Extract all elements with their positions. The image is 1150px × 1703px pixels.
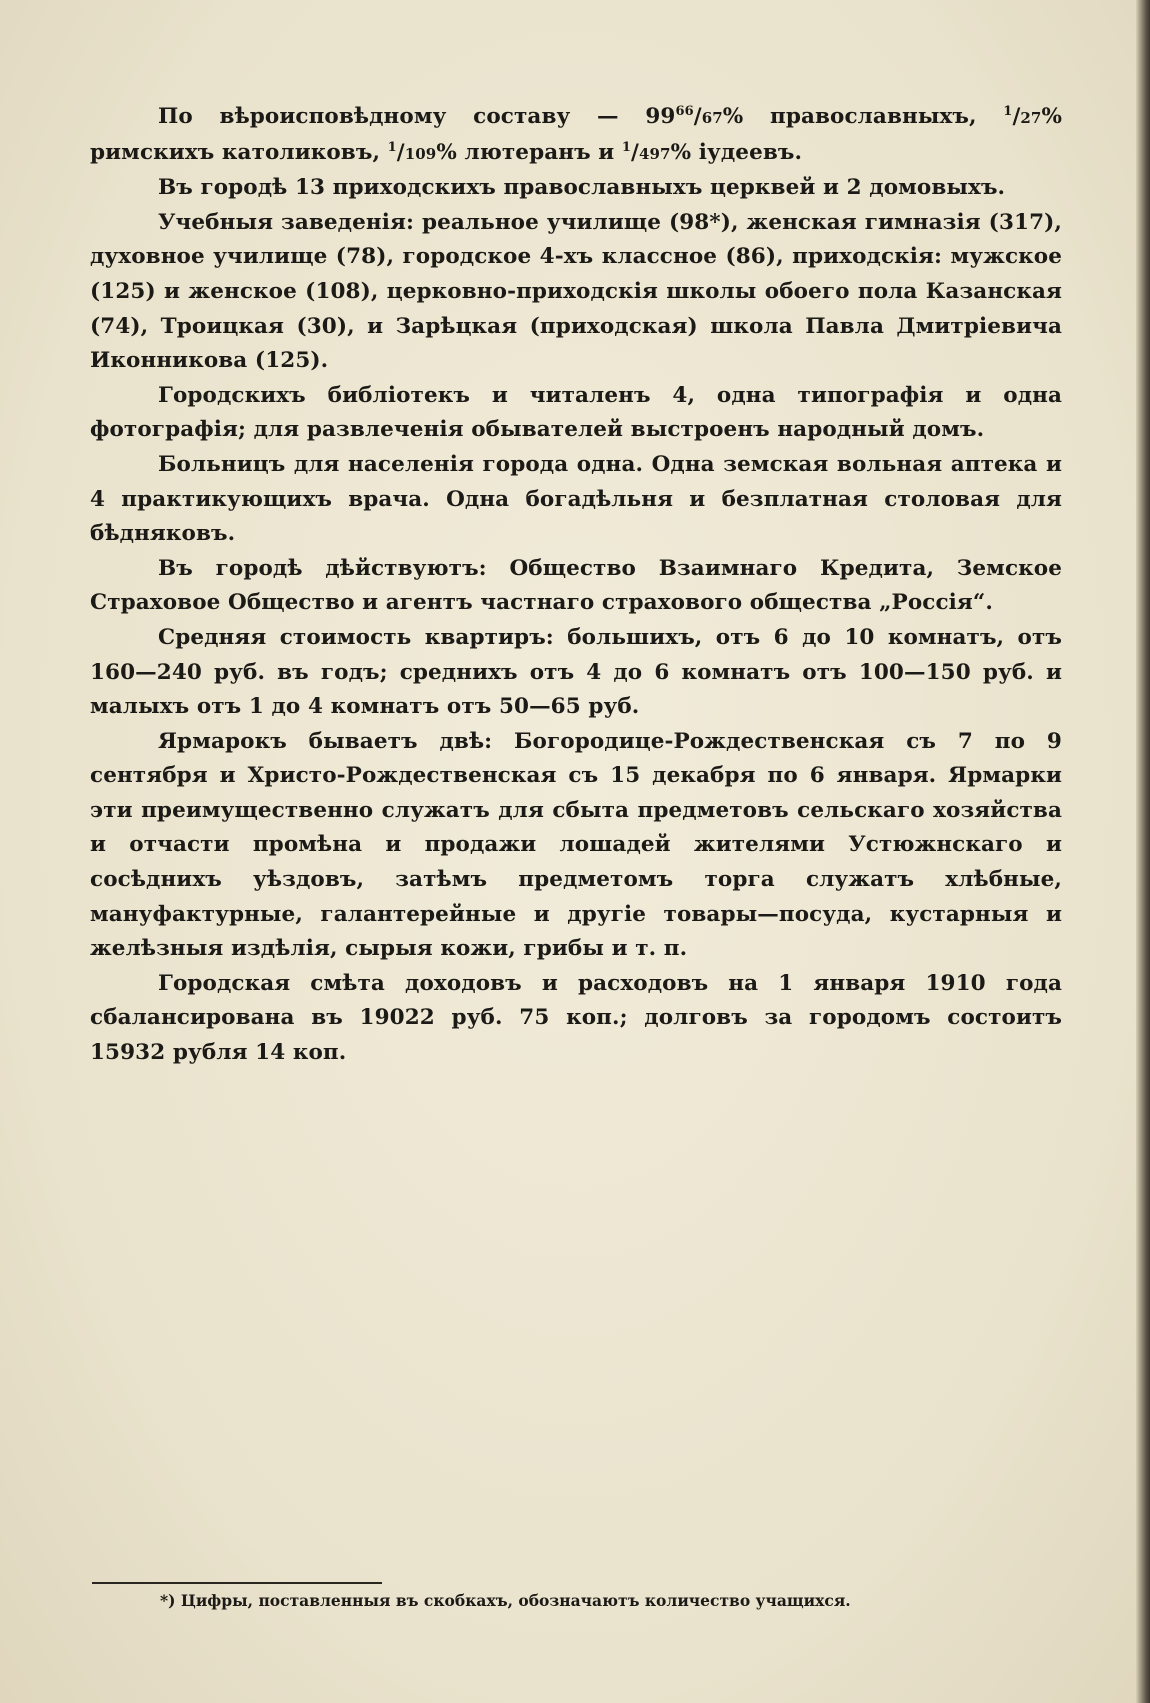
religion-run: % римскихъ католиковъ, <box>90 104 1062 165</box>
paragraph-budget: Городская смѣта доходовъ и расходовъ на 1 января 1910 года сбалансирована въ 19022 руб. 75 коп.; долговъ за городомъ состоитъ 15932 рубля 14 коп. <box>90 970 1062 1066</box>
religion-run: По вѣроисповѣдному составу — 99 <box>158 104 676 129</box>
religion-run: 1 <box>387 139 397 155</box>
paragraph-apartments: Средняя стоимость квартиръ: большихъ, отъ 6 до 10 комнатъ, отъ 160—240 руб. въ годъ; среднихъ отъ 4 до 6 комнатъ отъ 100—150 руб. и малыхъ отъ 1 до 4 комнатъ отъ 50—65 руб. <box>90 624 1062 720</box>
religion-run: / <box>1012 104 1021 129</box>
religion-run: 1 <box>1003 103 1013 119</box>
religion-run: 66 <box>675 103 694 119</box>
page-edge <box>1136 0 1150 1703</box>
religion-run: / <box>631 139 639 165</box>
paragraph-fairs: Ярмарокъ бываетъ двѣ: Богородице-Рождественская съ 7 по 9 сентября и Христо-Рождественская съ 15 декабря по 6 января. Ярмарки эти преимущественно служатъ для сбыта предметовъ сельскаго хозяйства и отчасти промѣна и продажи лошадей жителями Устюжнскаго и сосѣднихъ уѣздовъ, затѣмъ предметомъ торга служатъ хлѣбные, мануфактурные, галантерейные и другіе товары—посуда, кустарныя и желѣзныя издѣлія, сырыя кожи, грибы и т. п. <box>90 728 1062 962</box>
religion-run: 109 <box>404 144 437 163</box>
religion-run: 27 <box>1020 109 1042 127</box>
paragraph-libraries: Городскихъ библіотекъ и читаленъ 4, одна типографія и одна фотографія; для развлеченія обывателей выстроенъ народный домъ. <box>90 382 1062 443</box>
paragraph-churches: Въ городѣ 13 приходскихъ православныхъ церквей и 2 домовыхъ. <box>158 175 1006 201</box>
religion-run: % православныхъ, <box>722 104 1004 129</box>
paragraph-religion <box>90 100 1062 171</box>
footnote-rule <box>92 1582 382 1584</box>
religion-run: / <box>396 139 405 165</box>
paragraph-hospitals: Больницъ для населенія города одна. Одна земская вольная аптека и 4 практикующихъ врача. Одна богадѣльня и безплатная столовая для бѣдняковъ. <box>90 451 1062 547</box>
religion-run: % лютеранъ и <box>436 139 622 165</box>
religion-run: 497 <box>638 144 671 163</box>
footnote: *) Цифры, поставленныя въ скобкахъ, обозначаютъ количество учащихся. <box>160 1591 851 1610</box>
paragraph-societies: Въ городѣ дѣйствуютъ: Общество Взаимнаго Кредита, Земское Страховое Общество и агентъ частнаго страхового общества „Россія“. <box>90 555 1062 616</box>
religion-run: 67 <box>701 109 723 127</box>
paragraph-schools: Учебныя заведенія: реальное училище (98*), женская гимназія (317), духовное училище (78), городское 4-хъ классное (86), приходскія: мужское (125) и женское (108), церковно-приходскія школы обоего пола Казанская (74), Троицкая (30), и Зарѣцкая (приходская) школа Павла Дмитріевича Иконникова (125). <box>90 209 1062 374</box>
religion-run: % іудеевъ. <box>670 139 803 165</box>
religion-run: 1 <box>621 139 632 155</box>
religion-run: / <box>693 104 702 129</box>
body-text <box>90 100 1062 1071</box>
